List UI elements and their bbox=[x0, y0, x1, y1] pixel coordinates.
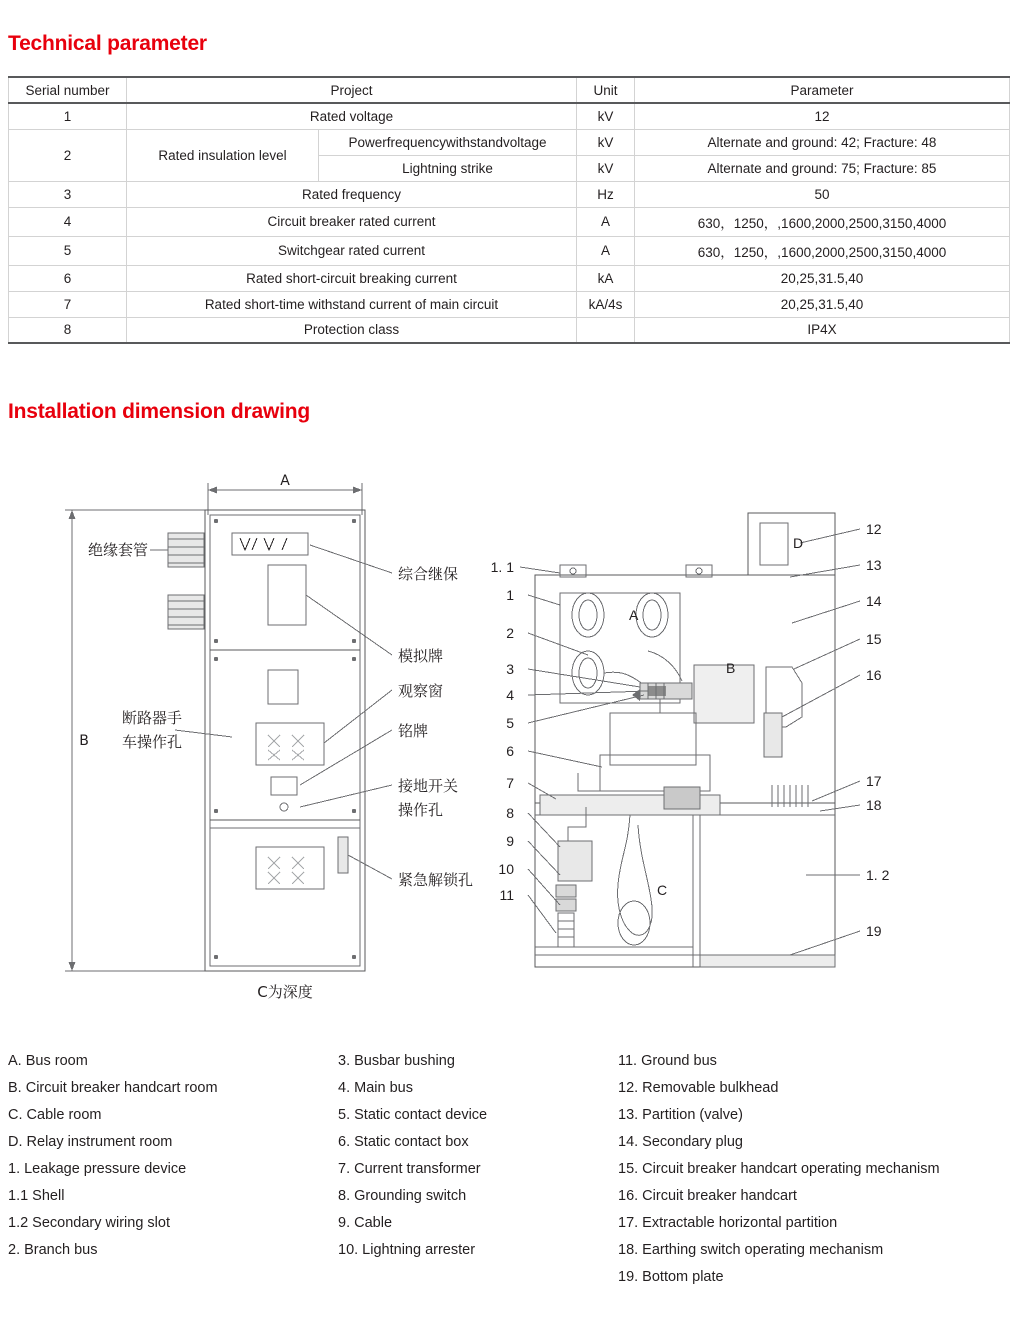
cell-unit: A bbox=[577, 207, 635, 236]
callout-12: 12 bbox=[866, 521, 882, 537]
cell-unit: kV bbox=[577, 155, 635, 181]
legend-column-1 bbox=[8, 1048, 338, 1264]
legend-item: A. Bus room bbox=[8, 1053, 88, 1069]
header-project: Project bbox=[127, 77, 577, 103]
cell-project: Protection class bbox=[127, 317, 577, 343]
cell-parameter: 630，1250，,1600,2000,2500,3150,4000 bbox=[635, 236, 1010, 265]
label-integrated-relay: 综合继保 bbox=[398, 565, 459, 583]
legend-item: 1. Leakage pressure device bbox=[8, 1161, 187, 1177]
label-earthing-switch-hole-line2: 操作孔 bbox=[398, 801, 444, 819]
legend-item: D. Relay instrument room bbox=[8, 1134, 173, 1150]
table-body bbox=[9, 103, 1010, 343]
legend-item: 19. Bottom plate bbox=[618, 1269, 724, 1285]
table-row bbox=[9, 181, 1010, 207]
table-head bbox=[9, 77, 1010, 103]
callout-11: 11 bbox=[499, 887, 514, 903]
label-emergency-unlock-hole: 紧急解锁孔 bbox=[398, 871, 474, 889]
cell-serial-number: 4 bbox=[9, 207, 127, 236]
legend-item: 1.1 Shell bbox=[8, 1188, 65, 1204]
technical-parameter-table bbox=[8, 76, 1010, 344]
cell-project: Rated insulation level bbox=[127, 129, 319, 181]
header-parameter: Parameter bbox=[635, 77, 1010, 103]
legend-item: 7. Current transformer bbox=[338, 1161, 481, 1177]
legend-item: B. Circuit breaker handcart room bbox=[8, 1080, 218, 1096]
cell-project: Rated frequency bbox=[127, 181, 577, 207]
cell-unit: kV bbox=[577, 129, 635, 155]
label-mimic-board: 模拟牌 bbox=[398, 647, 444, 665]
legend-item: 16. Circuit breaker handcart bbox=[618, 1188, 797, 1204]
label-breaker-handcart-hole-line1: 断路器手 bbox=[122, 709, 183, 727]
callout-14: 14 bbox=[866, 593, 882, 609]
header-serial-number: Serial number bbox=[9, 77, 127, 103]
cell-serial-number: 1 bbox=[9, 103, 127, 129]
cell-serial-number: 3 bbox=[9, 181, 127, 207]
room-letter-d: D bbox=[793, 535, 804, 551]
callout-3: 3 bbox=[506, 661, 514, 677]
legend-item: 4. Main bus bbox=[338, 1080, 413, 1096]
callout-13: 13 bbox=[866, 557, 882, 573]
legend-column-2 bbox=[338, 1048, 618, 1264]
callout-8: 8 bbox=[506, 805, 514, 821]
legend-item: 10. Lightning arrester bbox=[338, 1242, 476, 1258]
table-row bbox=[9, 129, 1010, 155]
cell-parameter: Alternate and ground: 42; Fracture: 48 bbox=[635, 129, 1010, 155]
legend-item: 3. Busbar bushing bbox=[338, 1053, 455, 1069]
callout-2: 2 bbox=[506, 625, 514, 641]
table-row bbox=[9, 103, 1010, 129]
cell-parameter: 630，1250，,1600,2000,2500,3150,4000 bbox=[635, 207, 1010, 236]
legend-item: 18. Earthing switch operating mechanism bbox=[618, 1242, 884, 1258]
callout-4: 4 bbox=[506, 687, 514, 703]
cell-subproject: Powerfrequencywithstandvoltage bbox=[319, 129, 577, 155]
table-row bbox=[9, 265, 1010, 291]
callout-1: 1 bbox=[506, 587, 514, 603]
legend-item: 13. Partition (valve) bbox=[618, 1107, 743, 1123]
cell-parameter: 12 bbox=[635, 103, 1010, 129]
label-earthing-switch-hole-line1: 接地开关 bbox=[398, 777, 459, 795]
cell-unit: Hz bbox=[577, 181, 635, 207]
depth-note: C为深度 bbox=[257, 983, 313, 1001]
cell-unit: kA/4s bbox=[577, 291, 635, 317]
label-observation-window: 观察窗 bbox=[398, 682, 444, 700]
callout-5: 5 bbox=[506, 715, 514, 731]
page-title-technical-parameter: Technical parameter bbox=[8, 32, 207, 55]
legend-item: 12. Removable bulkhead bbox=[618, 1080, 779, 1096]
cell-parameter: Alternate and ground: 75; Fracture: 85 bbox=[635, 155, 1010, 181]
label-insulating-bushing: 绝缘套管 bbox=[88, 541, 149, 559]
room-letter-a: A bbox=[629, 607, 639, 623]
dim-label-b: B bbox=[79, 733, 89, 749]
legend-item: 14. Secondary plug bbox=[618, 1134, 743, 1150]
legend-item: 6. Static contact box bbox=[338, 1134, 469, 1150]
cell-parameter: 20,25,31.5,40 bbox=[635, 291, 1010, 317]
callout-15: 15 bbox=[866, 631, 882, 647]
header-unit: Unit bbox=[577, 77, 635, 103]
cell-serial-number: 8 bbox=[9, 317, 127, 343]
room-letter-b: B bbox=[726, 660, 736, 676]
cell-project: Rated short-time withstand current of main circuit bbox=[127, 291, 577, 317]
cell-parameter: 20,25,31.5,40 bbox=[635, 265, 1010, 291]
callout-1-1: 1. 1 bbox=[490, 559, 514, 575]
cell-project: Rated short-circuit breaking current bbox=[127, 265, 577, 291]
legend-column-3 bbox=[618, 1048, 1018, 1291]
cell-project: Circuit breaker rated current bbox=[127, 207, 577, 236]
legend-item: 17. Extractable horizontal partition bbox=[618, 1215, 838, 1231]
legend-item: 15. Circuit breaker handcart operating mechanism bbox=[618, 1161, 940, 1177]
legend-item: 8. Grounding switch bbox=[338, 1188, 467, 1204]
legend-item: C. Cable room bbox=[8, 1107, 102, 1123]
legend-item: 11. Ground bus bbox=[618, 1053, 717, 1069]
cell-subproject: Lightning strike bbox=[319, 155, 577, 181]
callout-6: 6 bbox=[506, 743, 514, 759]
table-row bbox=[9, 207, 1010, 236]
cell-serial-number: 2 bbox=[9, 129, 127, 181]
label-nameplate: 铭牌 bbox=[398, 722, 429, 740]
room-letter-c: C bbox=[657, 882, 668, 898]
callout-7: 7 bbox=[506, 775, 514, 791]
callout-9: 9 bbox=[506, 833, 514, 849]
cell-parameter: 50 bbox=[635, 181, 1010, 207]
callout-18: 18 bbox=[866, 797, 882, 813]
callout-1-2: 1. 2 bbox=[866, 867, 890, 883]
callout-10: 10 bbox=[498, 861, 514, 877]
table-row bbox=[9, 291, 1010, 317]
installation-dimension-figure bbox=[0, 455, 1018, 1025]
dim-label-a: A bbox=[280, 473, 290, 489]
cell-project: Rated voltage bbox=[127, 103, 577, 129]
legend-item: 1.2 Secondary wiring slot bbox=[8, 1215, 170, 1231]
cell-parameter: IP4X bbox=[635, 317, 1010, 343]
callout-16: 16 bbox=[866, 667, 882, 683]
cell-serial-number: 5 bbox=[9, 236, 127, 265]
legend-item: 9. Cable bbox=[338, 1215, 393, 1231]
legend-item: 5. Static contact device bbox=[338, 1107, 488, 1123]
cell-project: Switchgear rated current bbox=[127, 236, 577, 265]
table-row bbox=[9, 317, 1010, 343]
table-row bbox=[9, 236, 1010, 265]
label-breaker-handcart-hole-line2: 车操作孔 bbox=[122, 733, 183, 751]
callout-19: 19 bbox=[866, 923, 882, 939]
legend-item: 2. Branch bus bbox=[8, 1242, 98, 1258]
cell-unit: A bbox=[577, 236, 635, 265]
table-header-row bbox=[9, 77, 1010, 103]
cell-serial-number: 6 bbox=[9, 265, 127, 291]
cell-unit: kV bbox=[577, 103, 635, 129]
callout-17: 17 bbox=[866, 773, 882, 789]
cell-unit bbox=[577, 317, 635, 343]
cell-unit: kA bbox=[577, 265, 635, 291]
cell-serial-number: 7 bbox=[9, 291, 127, 317]
page-title-installation-dimension: Installation dimension drawing bbox=[8, 400, 311, 423]
